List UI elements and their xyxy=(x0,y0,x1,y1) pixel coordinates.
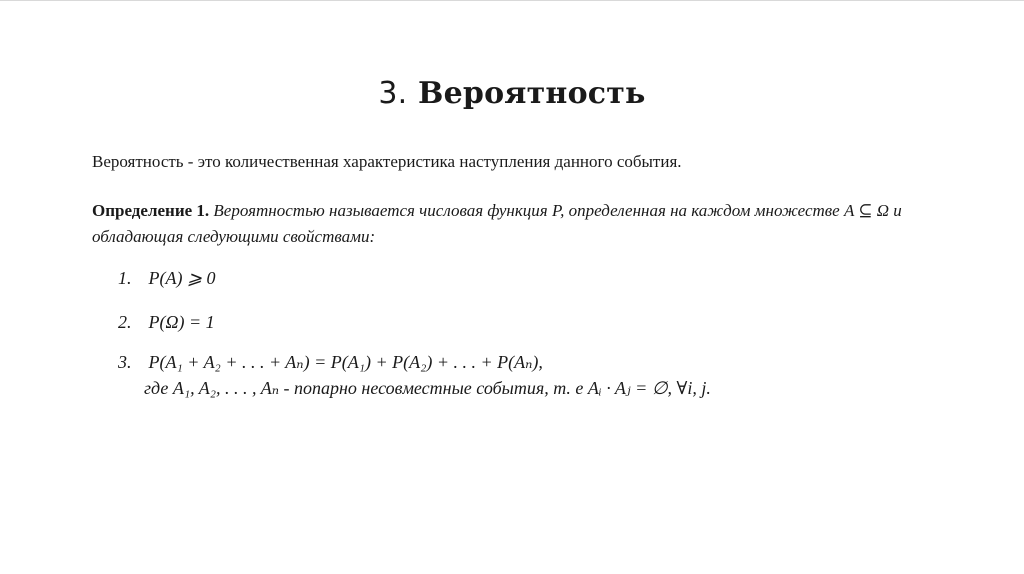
definition-label: Определение 1. xyxy=(92,201,210,220)
slide-title xyxy=(0,76,1024,111)
property-formula: P(A₁ + A₂ + . . . + Aₙ) = P(A₁) + P(A₂) + . . . + P(Aₙ), xyxy=(148,352,543,372)
property-3-note: где A₁, A₂, . . . , Aₙ - попарно несовместные события, т. е Aᵢ · Aⱼ = ∅, ∀i, j. xyxy=(144,378,711,398)
property-item-2 xyxy=(118,312,215,333)
definition-block xyxy=(92,198,952,250)
title-number: 3. xyxy=(378,76,408,111)
title-text: Вероятность xyxy=(418,76,646,111)
property-item-1 xyxy=(118,268,216,289)
top-divider xyxy=(0,0,1024,1)
property-marker: 3. xyxy=(118,352,132,372)
property-formula: P(A) ⩾ 0 xyxy=(148,268,216,288)
property-item-3 xyxy=(118,352,543,373)
property-formula: P(Ω) = 1 xyxy=(148,312,215,332)
definition-text: Вероятностью называется числовая функция P, определенная на каждом множестве A ⊆ Ω и обладающая следующими свойствами: xyxy=(92,201,902,246)
intro-paragraph: Вероятность - это количественная характеристика наступления данного события. xyxy=(92,152,682,171)
property-marker: 1. xyxy=(118,268,132,288)
property-marker: 2. xyxy=(118,312,132,332)
